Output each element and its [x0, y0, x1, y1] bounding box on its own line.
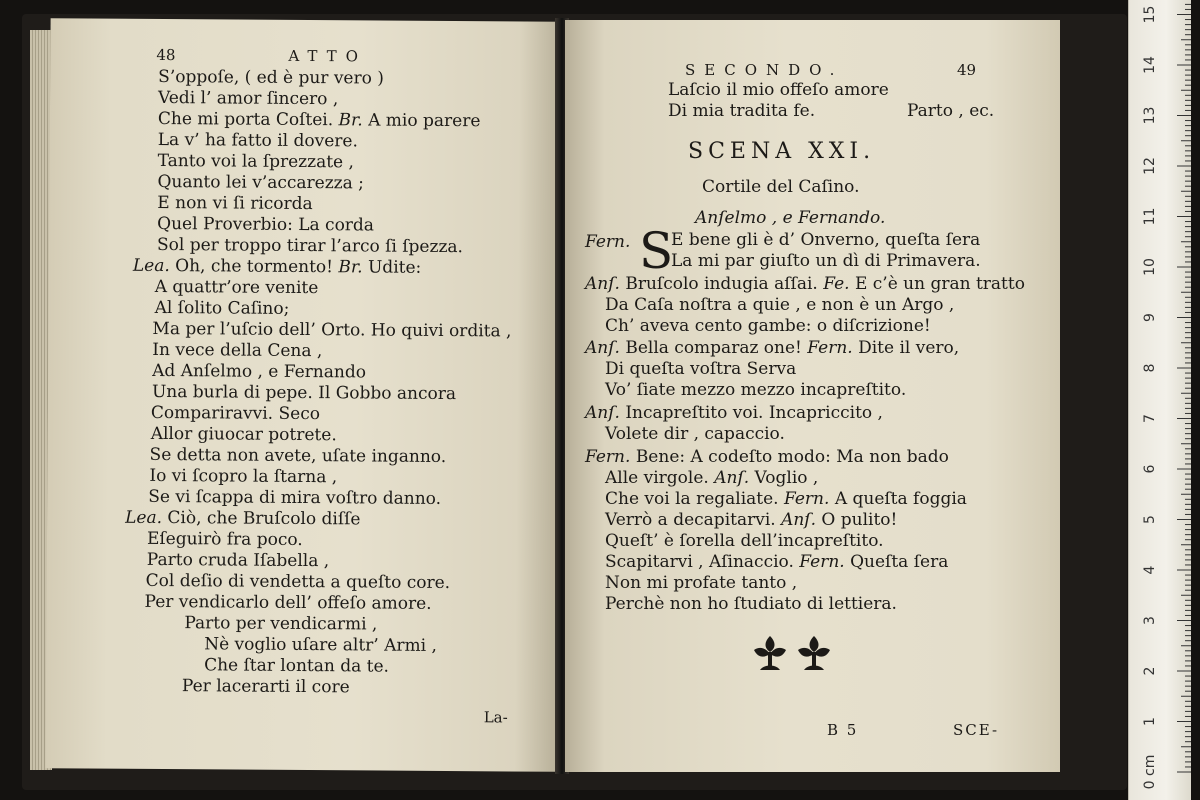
text-line: Volete dir , capaccio. — [605, 424, 785, 444]
speaker-label: Anſ. — [585, 274, 620, 294]
speaker-label: Lea. — [132, 255, 170, 277]
text-line: Nè voglio uſare altr’ Armi , — [204, 634, 437, 656]
speaker-label: Anſ. — [781, 510, 816, 530]
text-line: Se vi ſcappa di mira voſtro danno. — [148, 486, 442, 509]
speaker-label: Anſ. — [585, 403, 620, 423]
text-segment: Udite: — [367, 257, 422, 278]
text-line: Di mia tradita fe. — [668, 101, 816, 121]
text-line: Ad Anſelmo , e Fernando — [152, 360, 367, 383]
ruler-label: 13 — [1142, 106, 1158, 125]
text-line: Quel Proverbio: La corda — [157, 213, 375, 236]
text-line: Allor giuocar potrete. — [150, 423, 337, 446]
text-line: Da Caſa noſtra a quie , e non è un Argo , — [605, 295, 955, 315]
text-line: Parto cruda Iſabella , — [146, 549, 330, 572]
text-line — [605, 468, 818, 488]
text-line: Tanto voi la ſprezzate , — [157, 150, 355, 173]
text-line: Perchè non ho ſtudiato di lettiera. — [605, 594, 897, 614]
drop-cap: S — [639, 222, 674, 280]
text-line: Compariravvi. Seco — [150, 402, 321, 425]
ruler-label: 5 — [1142, 515, 1158, 524]
text-line: A quattr’ore venite — [154, 276, 319, 299]
ruler-label: 7 — [1142, 414, 1158, 423]
text-segment: O pulito! — [821, 510, 898, 530]
speaker-label: Fe. — [823, 274, 850, 294]
ruler-label: 1 — [1142, 717, 1158, 726]
text-segment: Bruſcolo indugia aſſai. — [625, 274, 818, 294]
measurement-ruler — [1128, 0, 1191, 800]
text-line — [585, 403, 883, 423]
text-line — [585, 274, 1025, 294]
speaker-label: Fern. — [807, 338, 853, 358]
text-segment: Dite il vero, — [858, 338, 960, 358]
speaker-label: Br. — [338, 257, 363, 278]
catchword: La- — [483, 708, 508, 727]
text-line: La mi par giuſto un dì di Primavera. — [671, 251, 981, 271]
text-line: Al ſolito Caſino; — [154, 297, 290, 319]
left-running-head: ATTO — [288, 46, 368, 66]
scene-characters: Anſelmo , e Fernando. — [695, 208, 886, 228]
text-line: Una burla di pepe. Il Gobbo ancora — [151, 381, 457, 405]
signature-mark: B 5 — [827, 721, 859, 739]
ruler-label: 3 — [1142, 616, 1158, 625]
text-segment: A mio parere — [368, 110, 481, 132]
speaker-label: Anſ. — [585, 338, 620, 358]
text-line: Non mi profate tanto , — [605, 573, 798, 593]
speaker-label: Fern. — [799, 552, 845, 572]
ruler-label: 15 — [1142, 5, 1158, 24]
text-line: Sol per troppo tirar l’arco ſi ſpezza. — [156, 234, 464, 258]
text-line: Eſeguirò fra poco. — [146, 528, 303, 551]
text-line: La v’ ha fatto il dovere. — [157, 129, 358, 152]
text-line: S’oppoſe, ( ed è pur vero ) — [158, 66, 384, 89]
text-segment: Bene: A codeſto modo: Ma non bado — [635, 447, 949, 467]
ruler-label: 10 — [1142, 258, 1158, 276]
text-line: Quanto lei v’accarezza ; — [157, 171, 365, 194]
text-line: Di queſta voſtra Serva — [605, 359, 797, 379]
text-line: Col deſio di vendetta a queſto core. — [145, 570, 451, 594]
text-line: Per vendicarlo dell’ offeſo amore. — [144, 591, 432, 614]
text-segment: Ciò, che Bruſcolo diſſe — [167, 508, 361, 530]
right-page-number: 49 — [957, 61, 977, 79]
text-line — [158, 109, 481, 131]
ruler-label: 14 — [1142, 56, 1158, 74]
text-line: Vedi l’ amor ſincero , — [158, 87, 339, 110]
parto-ec: Parto , ec. — [907, 101, 995, 121]
text-line — [605, 510, 897, 530]
text-segment: Verrò a decapitarvi. — [605, 510, 776, 530]
ruler-label: 9 — [1142, 313, 1158, 322]
text-line: Vo’ ſiate mezzo mezzo incapreſtito. — [605, 380, 907, 400]
text-segment: Scapitarvi , Aſinaccio. — [605, 552, 794, 572]
text-line: Io vi ſcopro la ſtarna , — [149, 465, 338, 488]
text-segment: A queſta foggia — [834, 489, 967, 509]
text-line: Per lacerarti il core — [181, 676, 350, 698]
left-page-number: 48 — [156, 45, 176, 65]
speaker-label: Fern. — [585, 232, 631, 252]
text-line — [605, 489, 967, 509]
ruler-label: 2 — [1142, 666, 1158, 676]
ruler-ticks — [1129, 0, 1191, 800]
ruler-label: 6 — [1142, 464, 1158, 474]
text-segment: Voglio , — [754, 468, 819, 488]
right-running-head: SECONDO. — [685, 61, 844, 79]
text-line: Queſt’ è ſorella dell’incapreſtito. — [605, 531, 884, 551]
ruler-label: 0 cm — [1142, 754, 1158, 790]
fleuron-ornament-icon — [750, 632, 842, 676]
text-line: Parto per vendicarmi , — [184, 613, 378, 635]
text-line — [125, 508, 361, 530]
speaker-label: Fern. — [784, 489, 830, 509]
text-line: Laſcio il mio offeſo amore — [668, 80, 889, 100]
left-page — [45, 18, 560, 772]
text-line: E non vi ſi ricorda — [157, 192, 313, 215]
speaker-label: Fern. — [585, 447, 631, 467]
ruler-label: 8 — [1142, 363, 1158, 373]
catchword: SCE- — [953, 721, 1000, 739]
text-line: Che ſtar lontan da te. — [204, 655, 390, 677]
text-line — [605, 552, 948, 572]
scene-heading: SCENA XXI. — [688, 139, 876, 164]
text-segment: Oh, che tormento! — [175, 256, 334, 278]
text-line: Se detta non avete, uſate inganno. — [149, 444, 447, 468]
speaker-label: Lea. — [125, 507, 163, 529]
ruler-label: 12 — [1142, 157, 1158, 175]
text-segment: Incapreſtito voi. Incapriccito , — [625, 403, 883, 423]
text-segment: Alle virgole. — [605, 468, 709, 488]
speaker-label: Anſ. — [714, 468, 750, 488]
text-segment: Bella comparaz one! — [625, 338, 802, 358]
speaker-label: Br. — [338, 110, 363, 131]
text-line: Ch’ aveva cento gambe: o diſcrizione! — [605, 316, 931, 336]
text-line: E bene gli è d’ Onverno, queſta ſera — [671, 230, 981, 250]
text-line: In vece della Cena , — [152, 339, 323, 362]
text-line — [585, 447, 949, 467]
ruler-label: 11 — [1142, 207, 1158, 226]
ruler-label: 4 — [1142, 565, 1158, 575]
text-segment: Che mi porta Coſtei. — [157, 108, 334, 131]
text-segment: E c’è un gran tratto — [854, 274, 1025, 294]
text-line: Ma per l’uſcio dell’ Orto. Ho quivi ordita , — [152, 318, 512, 342]
text-line — [585, 338, 959, 358]
text-line — [133, 256, 422, 278]
scene-setting: Cortile del Caſino. — [702, 177, 860, 197]
text-segment: Queſta ſera — [850, 552, 949, 572]
text-segment: Che voi la regaliate. — [605, 489, 779, 509]
